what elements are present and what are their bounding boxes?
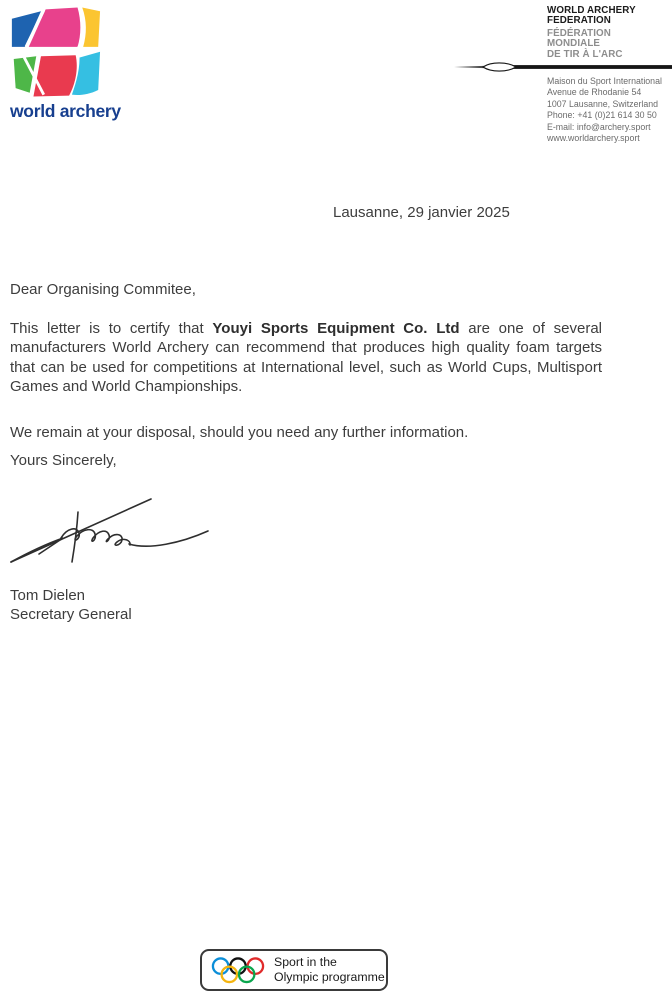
para1-text-before: This letter is to certify that	[10, 320, 213, 337]
org-name-fr-line2: MONDIALE	[547, 38, 601, 50]
olympic-badge-text	[274, 955, 385, 984]
address-line: Maison du Sport International	[547, 76, 662, 86]
org-name-fr-line3: DE TIR À L'ARC	[547, 48, 623, 60]
signature-handwriting	[5, 486, 210, 571]
org-name-fr-line1: FÉDÉRATION	[547, 27, 611, 39]
address-line-email: E-mail: info@archery.sport	[547, 121, 651, 132]
org-name-en-line1: WORLD ARCHERY	[547, 5, 636, 16]
logo-wordmark: world archery	[10, 101, 121, 121]
signer-block	[10, 586, 132, 625]
dateline: Lausanne, 29 janvier 2025	[333, 204, 510, 221]
address-block	[547, 76, 672, 144]
address-line: 1007 Lausanne, Switzerland	[547, 98, 659, 109]
world-archery-logo	[10, 5, 121, 122]
body-paragraph-1	[10, 319, 602, 396]
org-name-block	[547, 6, 669, 60]
address-line-website: www.worldarchery.sport	[547, 133, 640, 144]
org-name-en-line2: FEDERATION	[547, 15, 611, 27]
signer-title: Secretary General	[10, 606, 132, 624]
arrow-graphic	[453, 60, 672, 74]
olympic-rings-icon	[211, 956, 265, 985]
address-line: Avenue de Rhodanie 54	[547, 87, 642, 98]
para1-text-after: are one of several manufacturers World Archery can recommend that produces high quality foam targets that can be used for competitions at International level, such as World Cups, Multisport Games and World Championships.	[10, 320, 602, 395]
olympic-programme-badge	[200, 949, 388, 991]
closing: Yours Sincerely,	[10, 452, 117, 469]
signer-name: Tom Dielen	[10, 587, 86, 604]
world-archery-logo-icon	[10, 5, 101, 99]
company-name: Youyi Sports Equipment Co. Ltd	[212, 320, 460, 337]
olympic-badge-line2: Olympic programme	[274, 970, 385, 984]
olympic-badge-line1: Sport in the	[274, 955, 337, 970]
body-paragraph-2: We remain at your disposal, should you need any further information.	[10, 424, 469, 441]
salutation: Dear Organising Commitee,	[10, 281, 196, 298]
address-line-phone: Phone: +41 (0)21 614 30 50	[547, 110, 657, 121]
